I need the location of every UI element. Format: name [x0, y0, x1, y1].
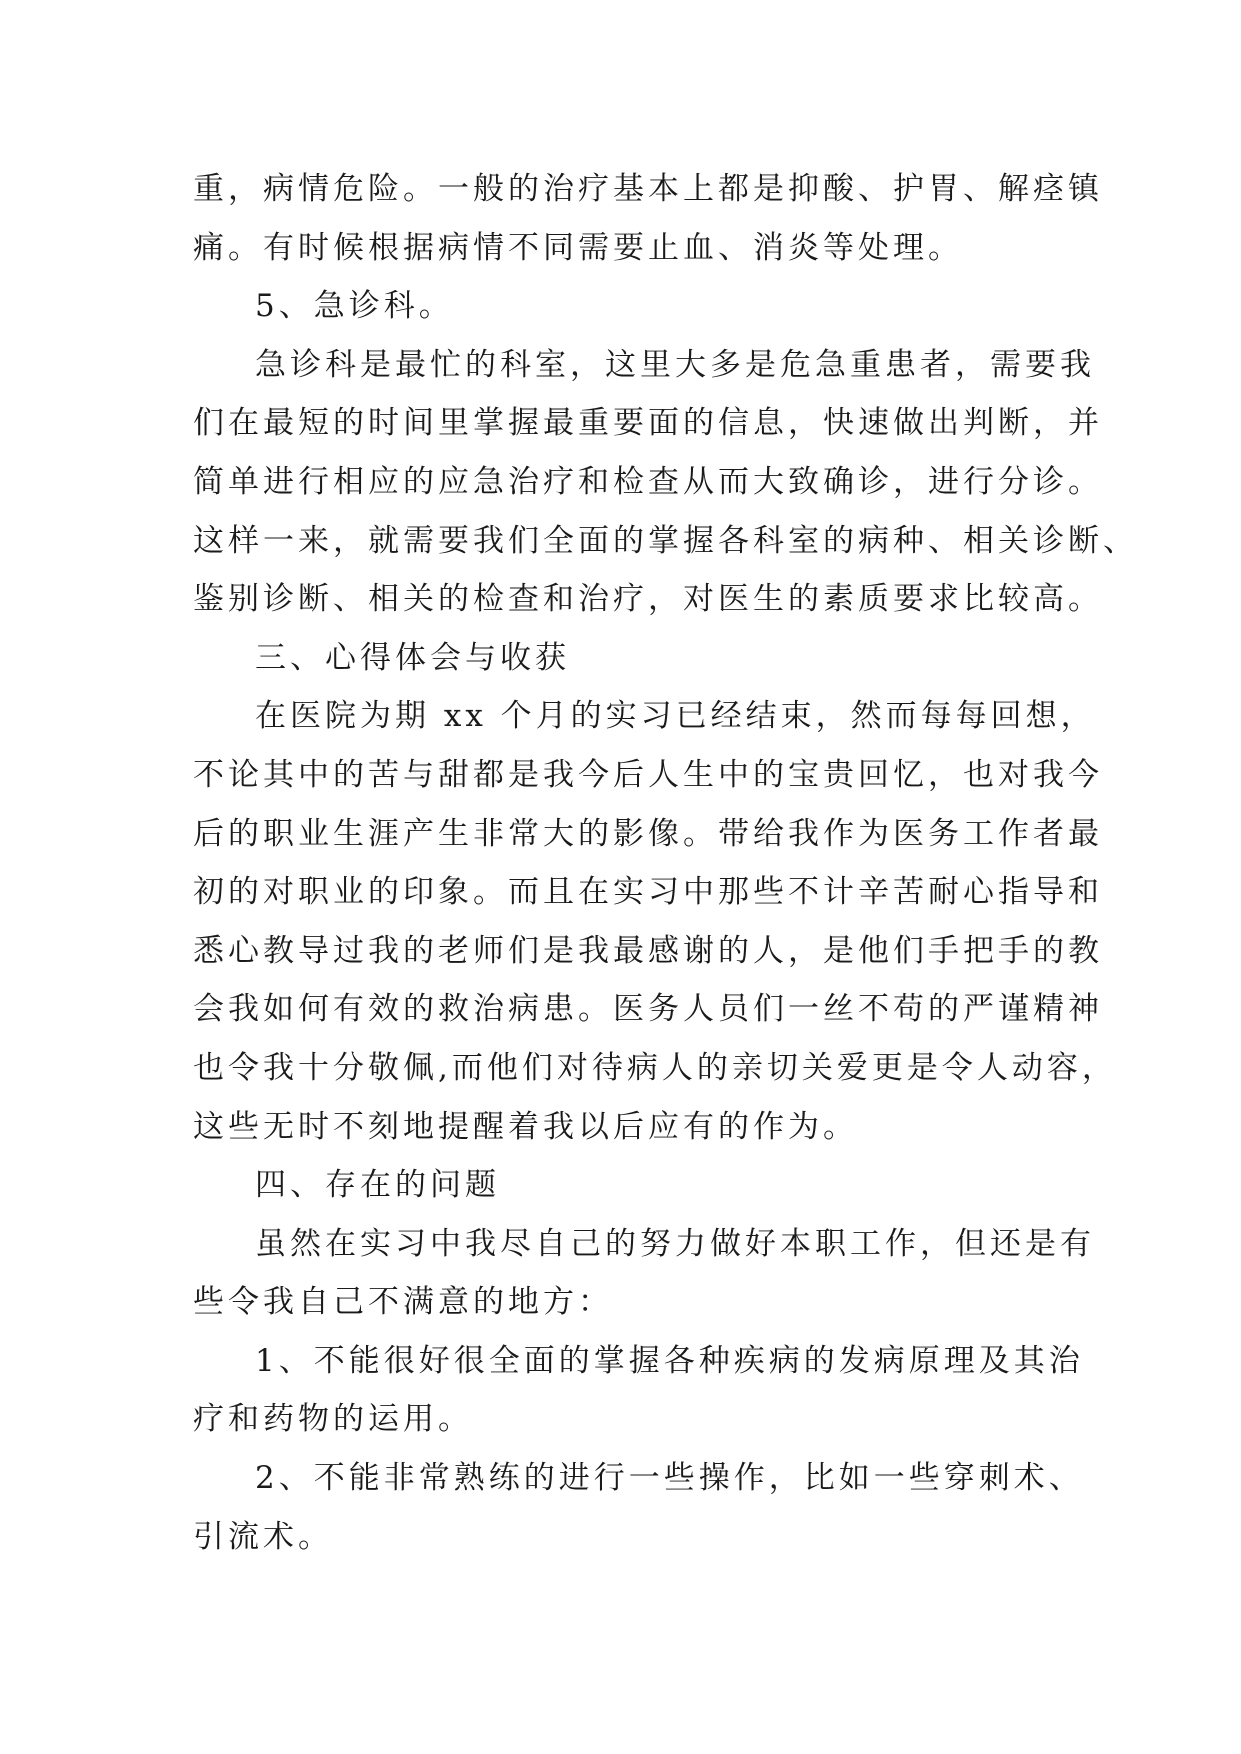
text-line: 简单进行相应的应急治疗和检查从而大致确诊，进行分诊。	[193, 463, 1103, 500]
text-line: 这些无时不刻地提醒着我以后应有的作为。	[193, 1108, 858, 1145]
text-line: 重，病情危险。一般的治疗基本上都是抑酸、护胃、解痉镇	[193, 171, 1103, 207]
text-line: 也令我十分敬佩,而他们对待病人的亲切关爱更是令人动容，	[193, 1049, 1117, 1086]
list-item: 2、不能非常熟练的进行一些操作，比如一些穿刺术、	[255, 1460, 1084, 1497]
text-line: 们在最短的时间里掌握最重要面的信息，快速做出判断，并	[193, 405, 1103, 442]
section-heading: 三、心得体会与收获	[255, 639, 570, 676]
text-line: 在医院为期 xx 个月的实习已经结束，然而每每回想，	[255, 698, 1096, 735]
text-line: 这样一来，就需要我们全面的掌握各科室的病种、相关诊断、	[193, 522, 1138, 559]
text-line: 疗和药物的运用。	[193, 1401, 473, 1438]
section-heading: 5、急诊科。	[255, 288, 454, 325]
text-line: 鉴别诊断、相关的检查和治疗，对医生的素质要求比较高。	[193, 581, 1103, 618]
text-line: 引流术。	[193, 1518, 333, 1555]
list-item: 1、不能很好很全面的掌握各种疾病的发病原理及其治	[255, 1342, 1084, 1379]
text-line: 悉心教导过我的老师们是我最感谢的人，是他们手把手的教	[193, 932, 1103, 969]
text-line: 会我如何有效的救治病患。医务人员们一丝不苟的严谨精神	[193, 991, 1103, 1028]
text-line: 初的对职业的印象。而且在实习中那些不计辛苦耐心指导和	[193, 874, 1103, 911]
text-line: 些令我自己不满意的地方：	[193, 1284, 613, 1321]
text-line: 急诊科是最忙的科室，这里大多是危急重患者，需要我	[255, 346, 1095, 383]
text-line: 虽然在实习中我尽自己的努力做好本职工作，但还是有	[255, 1225, 1095, 1262]
section-heading: 四、存在的问题	[255, 1167, 500, 1204]
text-line: 痛。有时候根据病情不同需要止血、消炎等处理。	[193, 229, 963, 266]
text-line: 后的职业生涯产生非常大的影像。带给我作为医务工作者最	[193, 815, 1103, 852]
document-body	[193, 160, 1138, 1566]
text-line: 不论其中的苦与甜都是我今后人生中的宝贵回忆，也对我今	[193, 756, 1103, 793]
